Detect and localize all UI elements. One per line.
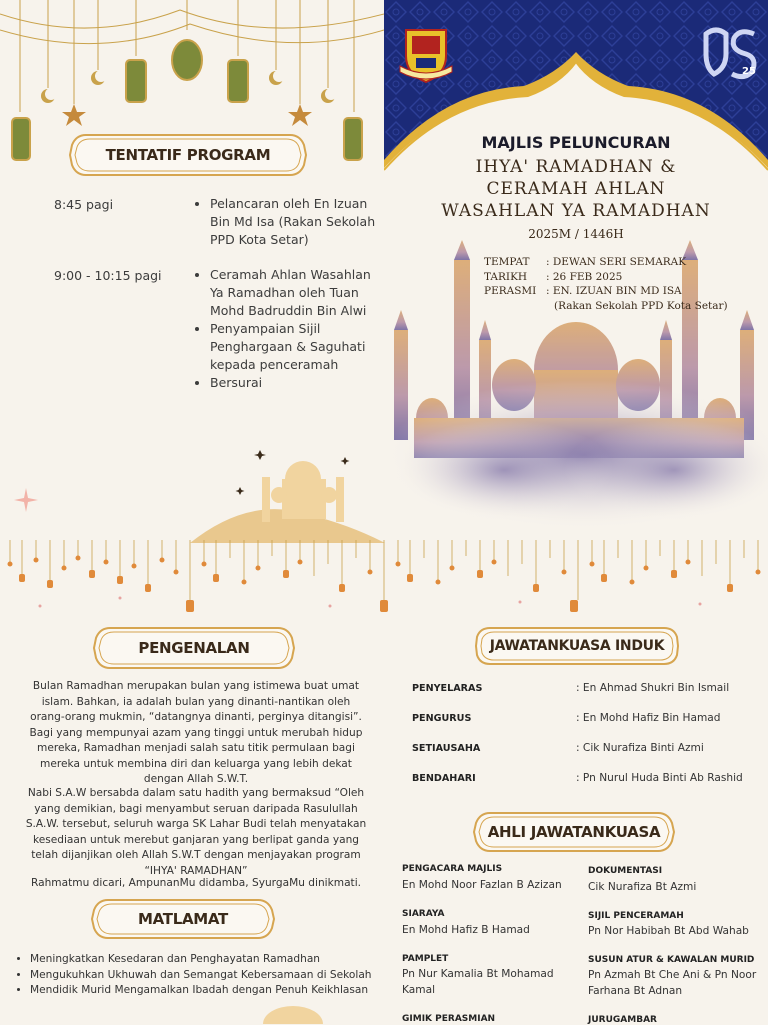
- ahli-banner: [472, 811, 676, 853]
- member-role: DOKUMENTASI: [588, 866, 663, 876]
- induk-name: : En Mohd Hafiz Bin Hamad: [576, 712, 721, 724]
- school-crest-logo: [398, 26, 454, 84]
- pengenalan-title: PENGENALAN: [138, 639, 250, 657]
- ahli-title: AHLI JAWATANKUASA: [487, 823, 661, 841]
- cover-title-line: CERAMAH AHLAN: [486, 179, 666, 199]
- cover-heading: MAJLIS PELUNCURAN: [481, 133, 671, 152]
- induk-role: SETIAUSAHA: [412, 743, 481, 754]
- cover-title-line: IHYA' RAMADHAN &: [475, 157, 677, 177]
- member-role: JURUGAMBAR: [588, 1015, 657, 1025]
- goal-item: • Meningkatkan Kesedaran dan Penghayatan Ramadhan: [30, 952, 400, 968]
- cover-panel: [384, 0, 768, 540]
- anniversary-logo: [700, 24, 760, 84]
- member-role: SIJIL PENCERAMAH: [588, 911, 684, 921]
- induk-name: : Cik Nurafiza Binti Azmi: [576, 742, 704, 754]
- induk-role: BENDAHARI: [412, 773, 476, 784]
- goal-item: • Mendidik Murid Mengamalkan Ibadah dengan Penuh Keikhlasan: [30, 983, 400, 999]
- bottom-mosque-icon: [258, 1000, 328, 1024]
- detail-label: TEMPAT: [484, 256, 530, 268]
- cover-title: [384, 156, 768, 222]
- event-details: [484, 255, 728, 313]
- member-role: PENGACARA MAJLIS: [402, 864, 503, 874]
- cover-year: 2025M / 1446H: [528, 227, 624, 241]
- intro-paragraph-2: Nabi S.A.W bersabda dalam satu hadith yang bermaksud “Oleh yang demikian, bagi menyambut seruan daripada Rasulullah S.A.W. tersebut, seluruh warga SK Lahar Budi telah menyatakan kesediaan untuk merebut ganjaran yang berlipat ganda yang telah dijanjikan oleh Allah S.W.T dengan menjayakan program “IHYA' RAMADHAN”: [25, 787, 367, 877]
- member-name: En Mohd Hafiz B Hamad: [402, 924, 530, 936]
- intro-paragraph-1: Bulan Ramadhan merupakan bulan yang istimewa buat umat islam. Bahkan, ia adalah bulan yang dinanti-nantikan oleh orang-orang mukmin, “datangnya dinanti, perginya ditangisi”. Bagi yang mempunyai azam yang tinggi untuk merubah hidup mereka, Ramadhan menjadi salah satu titik permulaan bagi mereka untuk membina diri dan keluarga yang lebih dekat dengan Allah S.W.T.: [29, 680, 363, 785]
- matlamat-banner: [90, 898, 276, 940]
- detail-label: PERASMI: [484, 285, 537, 297]
- detail-row: [484, 284, 728, 299]
- detail-row: [484, 299, 728, 314]
- detail-value: : DEWAN SERI SEMARAK: [546, 256, 687, 268]
- pengenalan-banner: [92, 626, 296, 670]
- tentatif-banner: [68, 133, 308, 177]
- schedule-activities-1: [196, 195, 378, 249]
- member-name: En Mohd Noor Fazlan B Azizan: [402, 879, 562, 891]
- schedule-time-1: 8:45 pagi: [54, 197, 114, 212]
- schedule-activity: • Bersurai: [210, 374, 380, 392]
- member-role: SUSUN ATUR & KAWALAN MURID: [588, 955, 755, 965]
- induk-name: : Pn Nurul Huda Binti Ab Rashid: [576, 772, 743, 784]
- matlamat-title: MATLAMAT: [138, 910, 228, 928]
- goals-list: [14, 952, 400, 999]
- induk-title: JAWATANKUASA INDUK: [489, 638, 665, 654]
- member-role: GIMIK PERASMIAN: [402, 1014, 496, 1024]
- member-role: SIARAYA: [402, 909, 445, 919]
- schedule-activity: • Ceramah Ahlan Wasahlan Ya Ramadhan oleh Tuan Mohd Badruddin Bin Alwi: [210, 266, 380, 320]
- schedule-activity: • Penyampaian Sijil Penghargaan & Saguhati kepada penceramah: [210, 320, 380, 374]
- detail-value: : 26 FEB 2025: [546, 270, 623, 283]
- detail-label: TARIKH: [484, 270, 528, 283]
- cover-title-line: WASAHLAN YA RAMADHAN: [441, 201, 711, 221]
- intro-paragraph-3: Rahmatmu dicari, AmpunanMu didamba, SyurgaMu dinikmati.: [30, 877, 362, 889]
- induk-role: PENGURUS: [412, 713, 472, 724]
- induk-banner: [474, 626, 680, 666]
- member-name: Cik Nurafiza Bt Azmi: [588, 881, 697, 893]
- schedule-time-2: 9:00 - 10:15 pagi: [54, 268, 162, 283]
- schedule-activities-2: [196, 266, 380, 392]
- member-role: PAMPLET: [402, 954, 449, 964]
- schedule-activity: • Pelancaran oleh En Izuan Bin Md Isa (Rakan Sekolah PPD Kota Setar): [210, 195, 378, 249]
- induk-role: PENYELARAS: [412, 683, 483, 694]
- mosque-silhouette-icon: [190, 445, 385, 545]
- induk-name: : En Ahmad Shukri Bin Ismail: [576, 682, 730, 694]
- detail-extra: (Rakan Sekolah PPD Kota Setar): [554, 299, 728, 312]
- member-name: Pn Nur Kamalia Bt Mohamad Kamal: [402, 968, 554, 996]
- member-name: Pn Azmah Bt Che Ani & Pn Noor Farhana Bt Adnan: [588, 969, 757, 997]
- detail-value: : EN. IZUAN BIN MD ISA: [546, 285, 682, 297]
- detail-row: [484, 270, 728, 285]
- anniversary-number: 25: [742, 66, 756, 77]
- detail-row: [484, 255, 728, 270]
- hanging-ornaments: [0, 540, 768, 620]
- goal-item: • Mengukuhkan Ukhuwah dan Semangat Kebersamaan di Sekolah: [30, 968, 400, 984]
- tentatif-title: TENTATIF PROGRAM: [105, 146, 271, 164]
- sparkle-icon: [14, 488, 38, 512]
- member-name: Pn Nor Habibah Bt Abd Wahab: [588, 925, 749, 937]
